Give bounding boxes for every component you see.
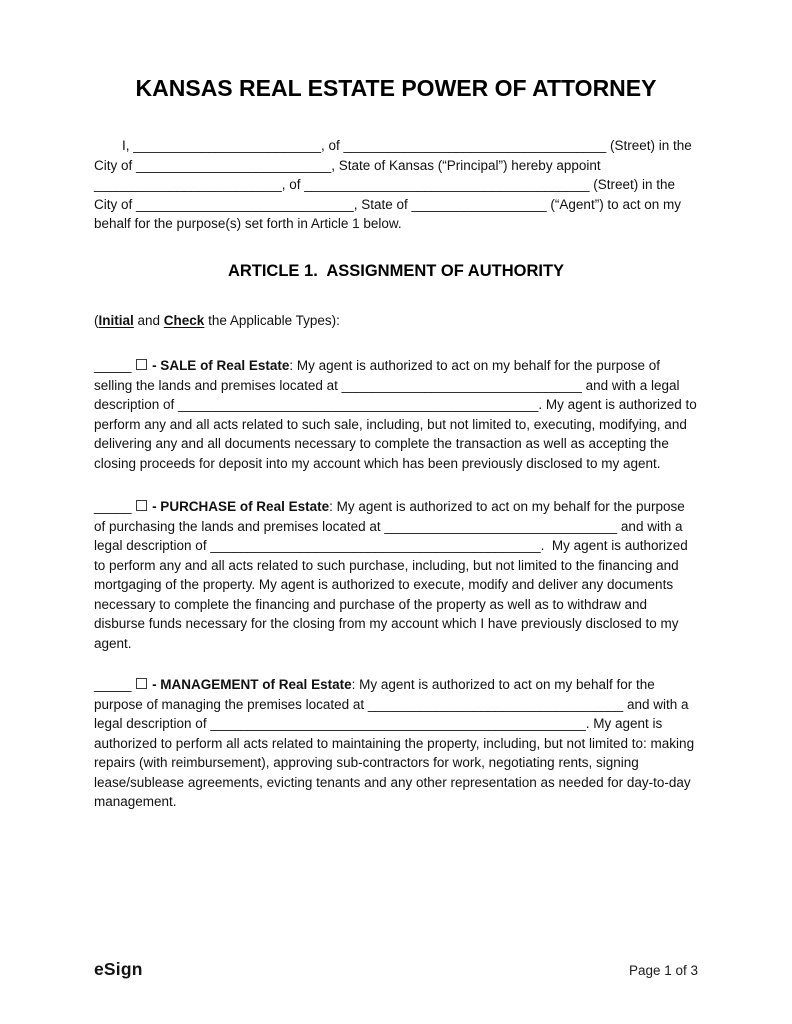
text-segment: : My agent is authorized to act on my behalf for the purpose of selling the lands and premises located at ________________________________ and with a legal description of ________________________________________________. My agent is authorized to perform any and all acts related to such sale, including, but not limited to, executing, modifying, and delivering any and all documents necessary to complete the transaction as well as accepting the closing proceeds for deposit into my account which has been previously disclosed to my agent. [94, 358, 701, 471]
page-indicator: Page 1 of 3 [628, 962, 698, 978]
text-segment: ( [94, 312, 99, 328]
page-footer [94, 960, 698, 981]
text-segment: - PURCHASE of Real Estate [152, 499, 330, 514]
text-segment: : My agent is authorized to act on my behalf for the purpose of managing the premises located at __________________________________ and with a legal description of __________________________________________________. My agent is authorized to perform all acts related to maintaining the property, including, but not limited to: making repairs (with reimbursement), approving sub-contractors for work, negotiating rents, signing lease/sublease agreements, evicting tenants and any other representation as needed for day-to-day management. [94, 677, 698, 809]
text-segment: Check [163, 312, 205, 328]
text-segment: _____ [94, 677, 136, 692]
authority-type-management [94, 675, 698, 812]
text-segment: and [133, 312, 164, 328]
text-segment: _____ [94, 499, 136, 514]
article1-heading: ARTICLE 1. ASSIGNMENT OF AUTHORITY [227, 261, 565, 280]
document-title: KANSAS REAL ESTATE POWER OF ATTORNEY [135, 75, 657, 101]
text-segment: _____ [94, 358, 136, 373]
checkbox-empty-icon [136, 500, 147, 511]
text-segment: - MANAGEMENT of Real Estate [152, 677, 352, 692]
checkbox-empty-icon [136, 359, 147, 370]
text-segment: - SALE of Real Estate [152, 358, 290, 373]
text-segment: I, _________________________, of ___________________________________ (Street) in the City of __________________________, State of Kansas (“Principal”) hereby appoint _________________________, of ______________________________________ (Street) in the City of _____________________________, State of __________________ (“Agent”) to act on my behalf for the purpose(s) set forth in Article 1 below. [94, 138, 696, 231]
checkbox-empty-icon [136, 678, 147, 689]
esign-logo: eSign [94, 958, 143, 979]
text-segment: : My agent is authorized to act on my behalf for the purpose of purchasing the lands and premises located at _______________________________ and with a legal description of ____________________________________________. My agent is authorized to perform any and all acts related to such purchase, including, but not limited to the financing and mortgaging of the property. My agent is authorized to execute, modify and deliver any documents necessary to complete the financing and purchase of the property as well as to withdraw and disburse funds necessary for the closing from my account which I have previously disclosed to my agent. [94, 499, 692, 651]
text-segment: Initial [98, 312, 134, 328]
authority-type-purchase [94, 497, 698, 653]
authority-type-sale [94, 356, 701, 473]
intro-paragraph [94, 136, 698, 234]
text-segment: the Applicable Types): [204, 312, 340, 328]
article1-instruction [94, 311, 698, 331]
